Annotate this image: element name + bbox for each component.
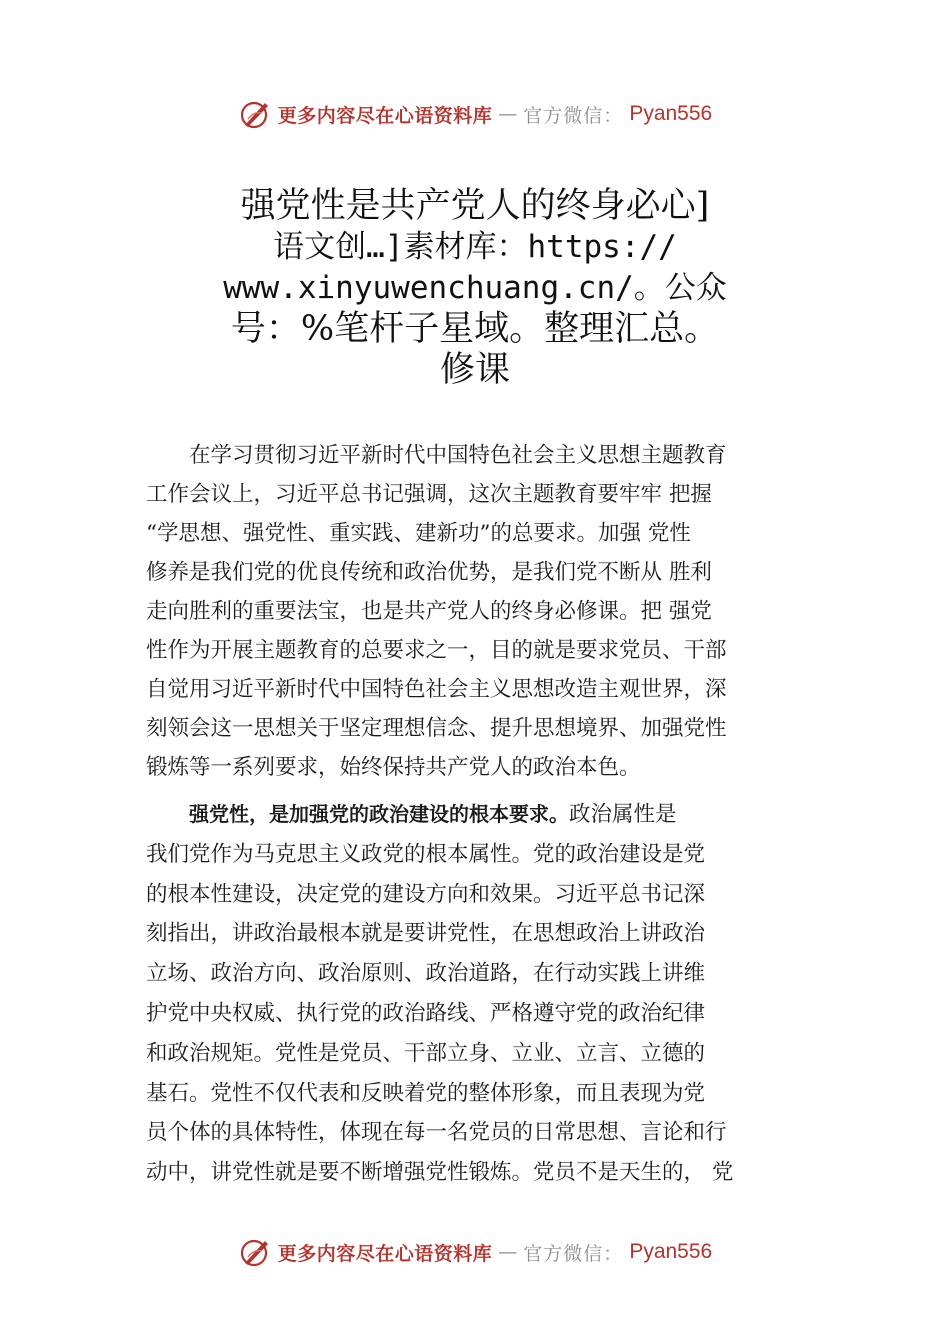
text-line: 基石。党性不仅代表和反映着党的整体形象，而且表现为党 [146, 1080, 706, 1106]
lead-rest: 政治属性是 [569, 802, 677, 827]
text-line: “学思想、强党性、重实践、建新功”的总要求。加强 党性 [146, 521, 691, 546]
text-line: 修养是我们党的优良传统和政治优势，是我们党不断从 胜利 [146, 560, 712, 585]
text-line: 员个体的具体特性，体现在每一名党员的日常思想、言论和行 [146, 1120, 727, 1146]
banner-wechat-id: Pyan556 [629, 102, 713, 125]
text-line: 自觉用习近平新时代中国特色社会主义思想改造主观世界，深 [146, 677, 727, 702]
banner-wechat-label: 官方微信： [523, 104, 624, 127]
banner-brand-text: 更多内容尽在心语资料库 [277, 1242, 493, 1265]
text-line: 护党中央权威、执行党的政治路线、严格遵守党的政治纪律 [146, 1000, 706, 1026]
title-line-4: 号：%笔杆子星域。整理汇总。 [230, 309, 720, 349]
bold-heading-sentence: 强党性，是加强党的政治建设的根本要求。 [189, 802, 570, 826]
footer-banner [0, 1232, 950, 1272]
indent [146, 802, 189, 827]
text-line: 工作会议上，习近平总书记强调，这次主题教育要牢牢 把握 [146, 482, 712, 507]
text-line: 走向胜利的重要法宝，也是共产党人的终身必修课。把 强党 [146, 599, 712, 624]
banner-brand-text: 更多内容尽在心语资料库 [277, 104, 493, 127]
banner-dash: — [498, 1241, 518, 1263]
text-line: 刻领会这一思想关于坚定理想信念、提升思想境界、加强党性 [146, 716, 727, 741]
title-line-1: 强党性是共产党人的终身必心] [240, 186, 710, 226]
text-line: 和政治规矩。党性是党员、干部立身、立业、立言、立德的 [146, 1040, 706, 1066]
paragraph-2 [146, 795, 846, 1193]
text-line: 我们党作为马克思主义政党的根本属性。党的政治建设是党 [146, 841, 706, 867]
text-line: 锻炼等一系列要求，始终保持共产党人的政治本色。 [146, 755, 641, 780]
title-line-3: www.xinyuwenchuang.cn/。公众 [223, 270, 727, 306]
header-banner [0, 94, 950, 134]
pen-logo-icon [238, 1235, 272, 1269]
text-line: 在学习贯彻习近平新时代中国特色社会主义思想主题教育 [146, 443, 727, 468]
title-line-2: 语文创…]素材库：https:// [273, 229, 677, 265]
banner-wechat-label: 官方微信： [523, 1242, 624, 1265]
banner-dash: — [498, 103, 518, 125]
banner-wechat-id: Pyan556 [629, 1240, 713, 1263]
document-title [150, 186, 800, 391]
text-line: 动中，讲党性就是要不断增强党性锻炼。党员不是天生的， 党 [146, 1160, 734, 1186]
title-line-5: 修课 [439, 350, 510, 390]
text-line: 性作为开展主题教育的总要求之一，目的就是要求党员、干部 [146, 638, 727, 663]
pen-logo-icon [238, 97, 272, 131]
text-line: 的根本性建设，决定党的建设方向和效果。习近平总书记深 [146, 881, 706, 907]
text-line-lead [146, 795, 846, 835]
text-line: 刻指出，讲政治最根本就是要讲党性，在思想政治上讲政治 [146, 921, 706, 947]
paragraph-1 [146, 436, 846, 787]
text-line: 立场、政治方向、政治原则、政治道路，在行动实践上讲维 [146, 961, 706, 987]
